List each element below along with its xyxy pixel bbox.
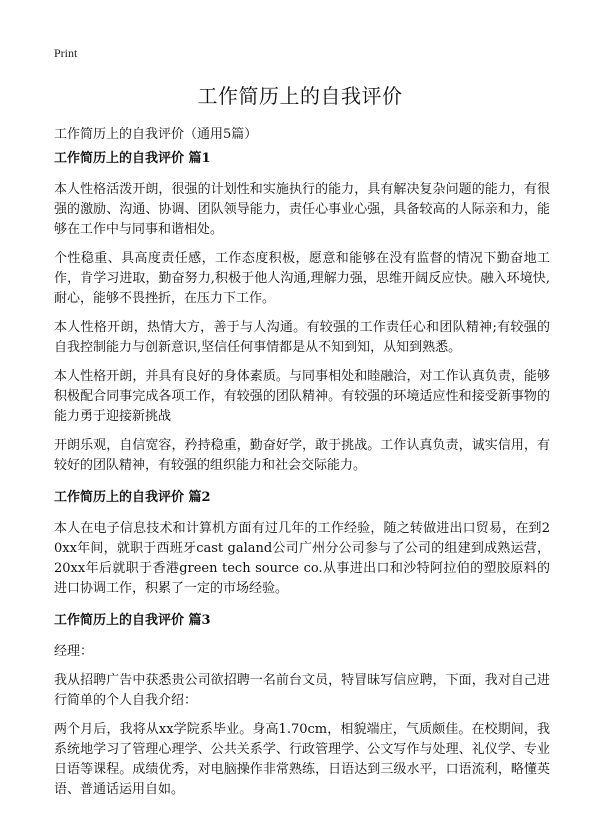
- document-body: [54, 150, 550, 809]
- paragraph: 本人在电子信息技术和计算机方面有过几年的工作经验，随之转做进出口贸易，在到20xx年间，就职于西班牙cast galand公司广州分公司参与了公司的组建到成熟运营，20xx年后就职于香港green tech source co.从事进出口和沙特阿拉伯的塑胶原料的进口协调工作，积累了一定的市场经验。: [54, 521, 550, 596]
- section-heading: 工作简历上的自我评价 篇3: [54, 613, 211, 628]
- section-1: [54, 150, 550, 476]
- print-label[interactable]: Print: [54, 46, 78, 60]
- paragraph: 本人性格开朗，并具有良好的身体素质。与同事相处和睦融洽，对工作认真负责，能够积极配合同事完成各项工作，有较强的团队精神。有较强的环境适应性和接受新事物的能力勇于迎接新挑战: [54, 369, 550, 424]
- section-heading: 工作简历上的自我评价 篇1: [54, 151, 211, 166]
- section-2: [54, 489, 550, 599]
- section-3: [54, 612, 550, 800]
- paragraph: 我从招聘广告中获悉贵公司欲招聘一名前台文员，特冒昧写信应聘，下面，我对自己进行简单的个人自我介绍：: [54, 673, 550, 708]
- section-heading: 工作简历上的自我评价 篇2: [54, 490, 211, 505]
- paragraph: 两个月后，我将从xx学院系毕业。身高1.70cm，相貌端庄，气质颇佳。在校期间，我系统地学习了管理心理学、公共关系学、行政管理学、公文写作与处理、礼仪学、专业日语等课程。成绩优秀，对电脑操作非常熟练，日语达到三级水平，口语流利，略懂英语、普通话运用自如。: [54, 722, 550, 797]
- paragraph: 经理：: [54, 644, 94, 659]
- paragraph: 开朗乐观，自信宽容，矜持稳重，勤奋好学，敢于挑战。工作认真负责，诚实信用，有较好的团队精神，有较强的组织能力和社会交际能力。: [54, 438, 550, 473]
- paragraph: 本人性格开朗，热情大方，善于与人沟通。有较强的工作责任心和团队精神;有较强的自我控制能力与创新意识,坚信任何事情都是从不知到知，从知到熟悉。: [54, 320, 550, 355]
- document-subtitle: 工作简历上的自我评价（通用5篇）: [54, 127, 258, 142]
- paragraph: 本人性格活泼开朗，很强的计划性和实施执行的能力，具有解决复杂问题的能力，有很强的激励、沟通、协调、团队领导能力，责任心事业心强，具备较高的人际亲和力，能够在工作中与同事和谐相处。: [54, 182, 550, 237]
- paragraph: 个性稳重、具高度责任感，工作态度积极，愿意和能够在没有监督的情况下勤奋地工作，肯学习进取，勤奋努力,积极于他人沟通,理解力强，思维开阔反应快。融入环境快,耐心，能够不畏挫折，在压力下工作。: [54, 251, 550, 306]
- page-title: 工作简历上的自我评价: [197, 84, 403, 108]
